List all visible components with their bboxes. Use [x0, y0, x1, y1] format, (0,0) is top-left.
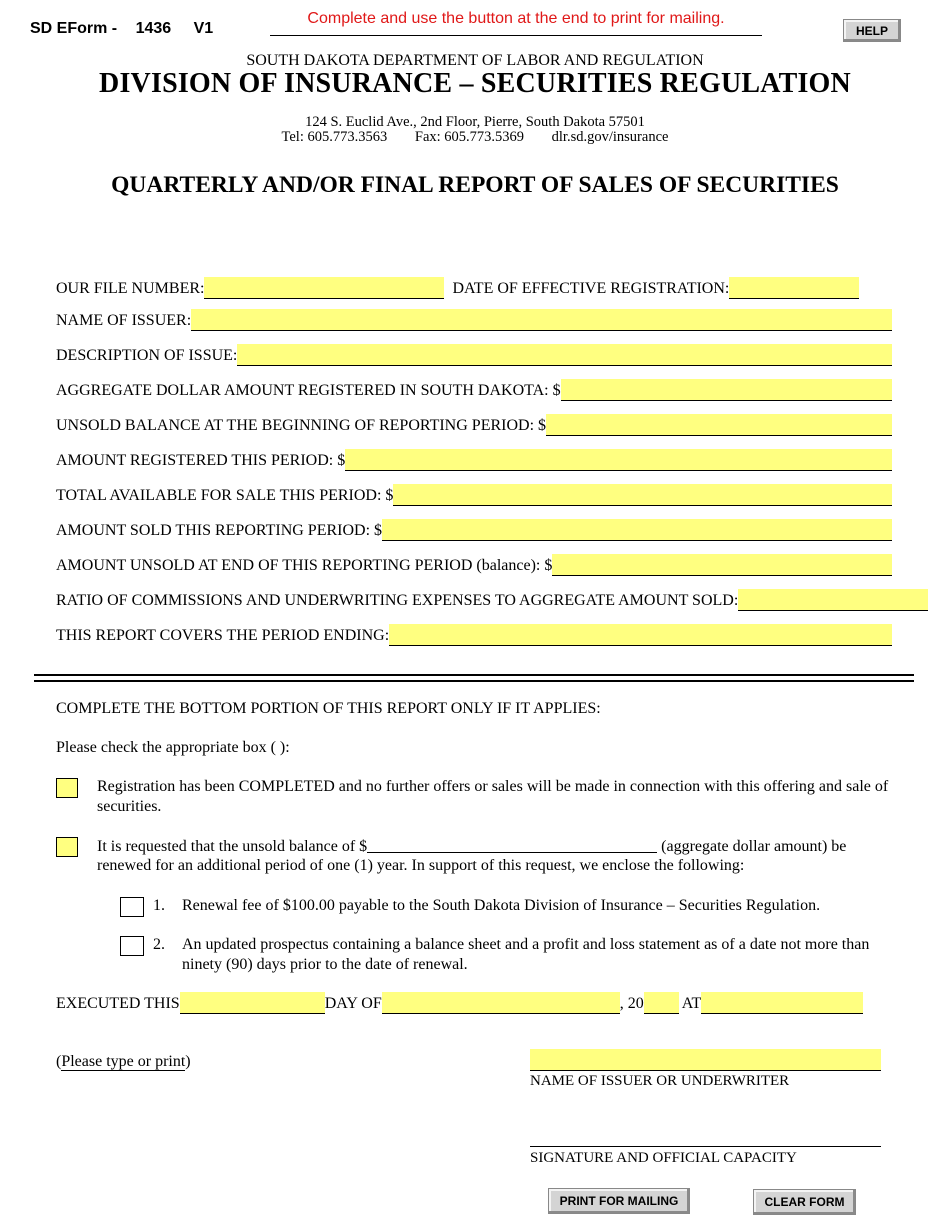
period-ending-input[interactable] [389, 624, 892, 646]
renewal-checkbox[interactable] [56, 837, 78, 857]
aggregate-amount-input[interactable] [561, 379, 892, 401]
commission-ratio-label: RATIO OF COMMISSIONS AND UNDERWRITING EXPENSES TO AGGREGATE AMOUNT SOLD: [56, 592, 739, 609]
year-prefix-label: , 20 [619, 995, 644, 1012]
unsold-beginning-row [56, 412, 892, 436]
type-or-print-text: Please type or print [61, 1053, 186, 1070]
execution-year-input[interactable] [644, 992, 679, 1014]
print-for-mailing-button[interactable]: PRINT FOR MAILING [548, 1188, 690, 1214]
agency-phone: Tel: 605.773.3563 [281, 129, 388, 145]
form-number: 1436 [135, 20, 172, 37]
aggregate-amount-row [56, 377, 892, 401]
agency-address: 124 S. Euclid Ave., 2nd Floor, Pierre, South Dakota 57501 [305, 114, 645, 130]
amount-sold-label: AMOUNT SOLD THIS REPORTING PERIOD: $ [56, 522, 383, 539]
execution-month-input[interactable] [382, 992, 620, 1014]
issuer-underwriter-label: NAME OF ISSUER OR UNDERWRITER [530, 1073, 790, 1089]
execution-row [56, 990, 886, 1014]
issuer-name-input[interactable] [191, 309, 892, 331]
issuer-name-label: NAME OF ISSUER: [56, 312, 192, 329]
executed-this-label: EXECUTED THIS [56, 995, 180, 1012]
amount-sold-row [56, 517, 892, 541]
signature-label: SIGNATURE AND OFFICIAL CAPACITY [530, 1150, 797, 1166]
registered-period-row [56, 447, 892, 471]
renewal-fee-checkbox[interactable] [120, 897, 144, 917]
description-row [56, 342, 892, 366]
registered-period-label: AMOUNT REGISTERED THIS PERIOD: $ [56, 452, 346, 469]
agency-address-block [0, 115, 950, 145]
form-version: V1 [193, 20, 214, 37]
form-label: SD EForm - [30, 20, 118, 37]
unsold-balance-blank [367, 836, 657, 853]
report-title: QUARTERLY AND/OR FINAL REPORT OF SALES OF SECURITIES [111, 172, 839, 198]
enclosure-2-text: An updated prospectus containing a balance sheet and a profit and loss statement as of a date not more than ninety (90) days prior to the date of renewal. [182, 936, 870, 973]
registered-period-input[interactable] [345, 449, 892, 471]
unsold-beginning-label: UNSOLD BALANCE AT THE BEGINNING OF REPORTING PERIOD: $ [56, 417, 547, 434]
section-divider-top [34, 674, 914, 676]
issuer-name-row [56, 307, 892, 331]
renewal-option-line2: renewed for an additional period of one (1) year. In support of this request, we enclose the following: [97, 857, 745, 874]
enclosure-2-number: 2. [153, 936, 165, 953]
enclosure-1-number: 1. [153, 897, 165, 914]
amount-unsold-end-input[interactable] [552, 554, 892, 576]
form-identifier [30, 20, 213, 38]
print-notice: Complete and use the button at the end to print for mailing. [307, 10, 725, 27]
execution-place-input[interactable] [701, 992, 863, 1014]
effective-date-input[interactable] [729, 277, 859, 299]
section-divider-bottom [34, 680, 914, 682]
amount-unsold-end-label: AMOUNT UNSOLD AT END OF THIS REPORTING PERIOD (balance): $ [56, 557, 553, 574]
notice-divider [270, 35, 762, 36]
renewal-prefix: It is requested that the unsold balance of $ [97, 838, 368, 855]
clear-form-button[interactable]: CLEAR FORM [753, 1189, 856, 1215]
total-available-label: TOTAL AVAILABLE FOR SALE THIS PERIOD: $ [56, 487, 394, 504]
total-available-input[interactable] [393, 484, 892, 506]
check-prompt: Please check the appropriate box ( ): [56, 739, 290, 756]
enclosure-1-text: Renewal fee of $100.00 payable to the South Dakota Division of Insurance – Securities Regulation. [182, 897, 821, 914]
department-name: SOUTH DAKOTA DEPARTMENT OF LABOR AND REGULATION [246, 52, 704, 69]
day-of-label: DAY OF [324, 995, 382, 1012]
amount-unsold-end-row [56, 552, 892, 576]
signature-line[interactable] [530, 1146, 881, 1147]
at-label: AT [681, 995, 702, 1012]
file-number-input[interactable] [204, 277, 444, 299]
file-number-label: OUR FILE NUMBER: [56, 280, 205, 297]
renewal-suffix: (aggregate dollar amount) be [661, 838, 847, 855]
commission-ratio-input[interactable] [738, 589, 928, 611]
help-button[interactable]: HELP [843, 19, 901, 42]
total-available-row [56, 482, 892, 506]
file-number-row [56, 275, 892, 299]
effective-date-label: DATE OF EFFECTIVE REGISTRATION: [452, 280, 730, 297]
renewal-option-line1 [97, 836, 902, 857]
prospectus-checkbox[interactable] [120, 936, 144, 956]
period-ending-row [56, 622, 892, 646]
type-or-print-note: (Please type or print) [56, 1053, 191, 1070]
period-ending-label: THIS REPORT COVERS THE PERIOD ENDING: [56, 627, 390, 644]
agency-website: dlr.sd.gov/insurance [551, 129, 669, 145]
unsold-beginning-input[interactable] [546, 414, 892, 436]
bottom-instruction: COMPLETE THE BOTTOM PORTION OF THIS REPORT ONLY IF IT APPLIES: [56, 700, 601, 717]
description-input[interactable] [237, 344, 892, 366]
division-name: DIVISION OF INSURANCE – SECURITIES REGULATION [99, 68, 851, 99]
commission-ratio-row [56, 587, 892, 611]
completed-checkbox[interactable] [56, 778, 78, 798]
amount-sold-input[interactable] [382, 519, 892, 541]
completed-option-text: Registration has been COMPLETED and no further offers or sales will be made in connection with this offering and sale of securities. [97, 778, 889, 815]
aggregate-amount-label: AGGREGATE DOLLAR AMOUNT REGISTERED IN SOUTH DAKOTA: $ [56, 382, 561, 399]
issuer-underwriter-input[interactable] [530, 1049, 881, 1071]
execution-day-input[interactable] [180, 992, 325, 1014]
agency-fax: Fax: 605.773.5369 [414, 129, 525, 145]
description-label: DESCRIPTION OF ISSUE: [56, 347, 238, 364]
